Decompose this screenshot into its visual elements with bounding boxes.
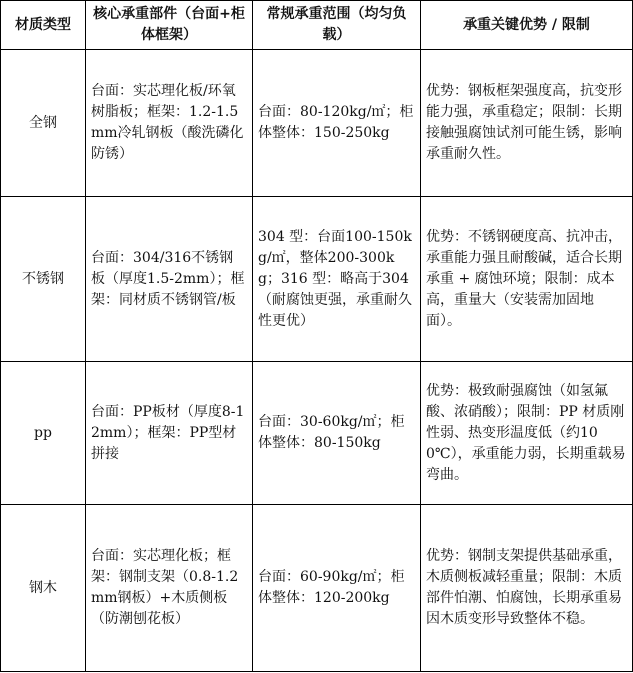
table-row [1,362,633,505]
load-range-cell: 台面：80-120kg/㎡；柜体整体：150-250kg [253,50,421,197]
header-material-type: 材质类型 [1,1,86,50]
table-row [1,50,633,197]
table-row [1,505,633,672]
table-header-row [1,1,633,50]
core-parts-cell: 台面：PP板材（厚度8-12mm）；框架：PP型材拼接 [86,362,253,505]
material-type-cell: 全钢 [1,50,86,197]
header-core-parts: 核心承重部件（台面+柜体框架） [86,1,253,50]
core-parts-cell: 台面：实芯理化板；框架：钢制支架（0.8-1.2mm钢板）+木质侧板（防潮刨花板） [86,505,253,672]
material-type-cell: 钢木 [1,505,86,672]
material-type-cell: pp [1,362,86,505]
load-range-cell: 台面：30-60kg/㎡；柜体整体：80-150kg [253,362,421,505]
advantage-cell: 优势：不锈钢硬度高、抗冲击，承重能力强且耐酸碱，适合长期承重 + 腐蚀环境；限制：成本高，重量大（安装需加固地面）。 [421,197,633,362]
advantage-cell: 优势：钢制支架提供基础承重，木质侧板减轻重量；限制：木质部件怕潮、怕腐蚀，长期承重易因木质变形导致整体不稳。 [421,505,633,672]
advantage-cell: 优势：钢板框架强度高，抗变形能力强，承重稳定；限制：长期接触强腐蚀试剂可能生锈，影响承重耐久性。 [421,50,633,197]
load-range-cell: 台面：60-90kg/㎡；柜体整体：120-200kg [253,505,421,672]
table-row [1,197,633,362]
header-load-range: 常规承重范围（均匀负载） [253,1,421,50]
header-advantages-limits: 承重关键优势 / 限制 [421,1,633,50]
core-parts-cell: 台面：304/316不锈钢板（厚度1.5-2mm）；框架：同材质不锈钢管/板 [86,197,253,362]
advantage-cell: 优势：极致耐强腐蚀（如氢氟酸、浓硝酸）；限制：PP 材质刚性弱、热变形温度低（约100℃），承重能力弱，长期重载易弯曲。 [421,362,633,505]
load-range-cell: 304 型：台面100-150kg/㎡，整体200-300kg；316 型：略高于304（耐腐蚀更强，承重耐久性更优） [253,197,421,362]
material-type-cell: 不锈钢 [1,197,86,362]
core-parts-cell: 台面：实芯理化板/环氧树脂板；框架：1.2-1.5mm冷轧钢板（酸洗磷化防锈） [86,50,253,197]
